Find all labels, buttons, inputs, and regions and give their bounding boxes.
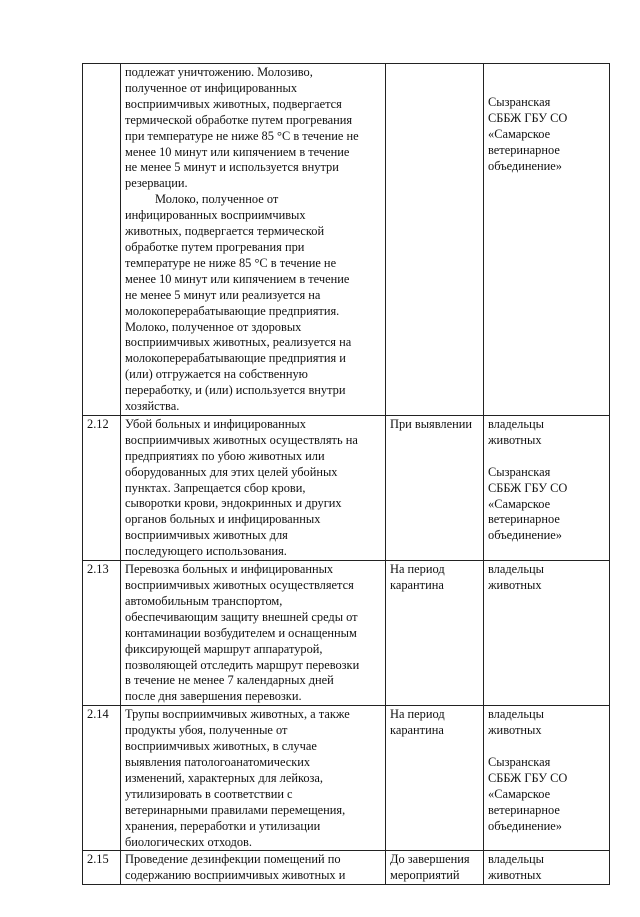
measure-paragraph: Молоко, полученное от инфицированных восприимчивых животных, подвергается термической обработке путем прогревания при температуре не ниже 85 °С в течение не менее 10 минут или кипячением в течение не менее 5 минут или реализуется на молокоперерабатывающие предприятия. Молоко, полученное от здоровых восприимчивых животных, реализуется на молокоперерабатывающие предприятия и (или) отгружается на собственную переработку, и (или) используется внутри хозяйства. (125, 192, 352, 414)
row-measure-text (121, 415, 386, 560)
row-number (83, 64, 121, 416)
responsible-vet-service: Сызранская СББЖ ГБУ СО «Самарское ветеринарное объединение» (488, 755, 568, 833)
table-row (83, 706, 610, 851)
table-row (83, 64, 610, 416)
table-row (83, 415, 610, 560)
row-term (386, 64, 484, 416)
row-number: 2.12 (83, 415, 121, 560)
responsible-owners: владельцы животных (488, 707, 544, 738)
responsible-vet-service: Сызранская СББЖ ГБУ СО «Самарское ветеринарное объединение» (488, 464, 568, 543)
responsible-owners: владельцы животных (488, 416, 544, 447)
row-term: До завершения мероприятий (386, 851, 484, 885)
row-term: На период карантина (386, 706, 484, 851)
table-row (83, 851, 610, 885)
responsible-vet-service: Сызранская СББЖ ГБУ СО «Самарское ветеринарное объединение» (488, 95, 568, 173)
row-responsible (484, 64, 610, 416)
responsible-owners: владельцы животных (488, 852, 544, 883)
row-term: На период карантина (386, 561, 484, 706)
row-responsible (484, 851, 610, 885)
row-number: 2.15 (83, 851, 121, 885)
responsible-owners: владельцы животных (488, 562, 544, 592)
row-number: 2.13 (83, 561, 121, 706)
measure-paragraph: Перевозка больных и инфицированных восприимчивых животных осуществляется автомобильным транспортом, обеспечивающим защиту внешней среды от контаминации возбудителем и оснащенным фиксирующей маршрут аппаратурой, позволяющей отследить маршрут перевозки в течение не менее 7 календарных дней после дня завершения перевозки. (125, 562, 360, 704)
row-responsible (484, 706, 610, 851)
measure-paragraph: Проведение дезинфекции помещений по содержанию восприимчивых животных и (125, 852, 346, 883)
row-term: При выявлении (386, 415, 484, 560)
row-measure-text (121, 64, 386, 416)
row-responsible (484, 415, 610, 560)
measure-paragraph: Убой больных и инфицированных восприимчивых животных осуществлять на предприятиях по убою животных или оборудованных для этих целей убойных пунктах. Запрещается сбор крови, сыворотки крови, эндокринных и других органов больных и инфицированных восприимчивых животных для последующего использования. (125, 416, 358, 559)
measure-paragraph: подлежат уничтожению. Молозиво, полученное от инфицированных восприимчивых животных, подвергается термической обработке путем прогревания при температуре не ниже 85 °С в течение не менее 10 минут или кипячением в течение не менее 5 минут и используется внутри резервации. (125, 65, 359, 191)
row-measure-text (121, 706, 386, 851)
measures-table (82, 63, 610, 885)
responsible-owners (488, 65, 605, 81)
row-number: 2.14 (83, 706, 121, 851)
table-row (83, 561, 610, 706)
row-measure-text (121, 561, 386, 706)
row-responsible (484, 561, 610, 706)
measure-paragraph: Трупы восприимчивых животных, а также продукты убоя, полученные от восприимчивых животных, в случае выявления патологоанатомических изменений, характерных для лейкоза, утилизировать в соответствии с ветеринарными правилами перемещения, хранения, переработки и утилизации биологических отходов. (125, 707, 350, 849)
row-measure-text (121, 851, 386, 885)
